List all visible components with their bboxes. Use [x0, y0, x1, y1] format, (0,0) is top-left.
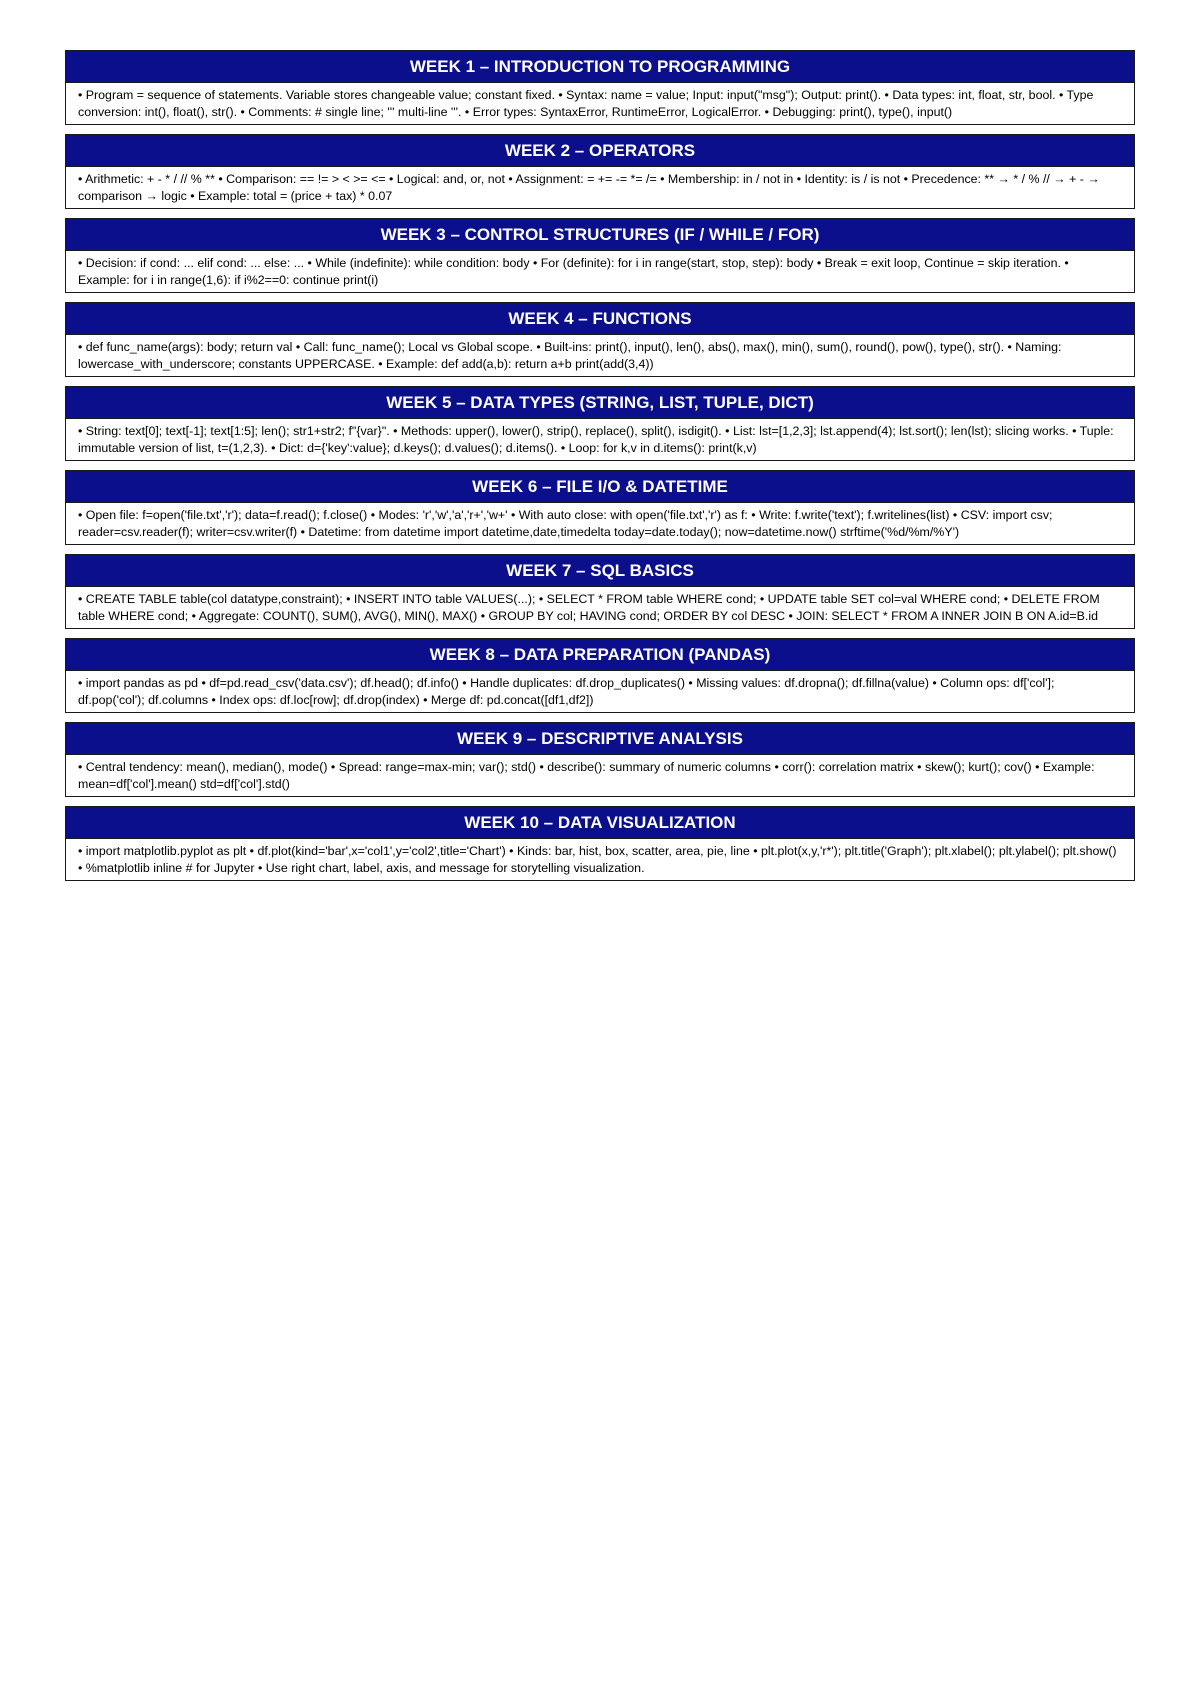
week-6-title: WEEK 6 – FILE I/O & DATETIME [66, 471, 1134, 503]
week-8-content: • import pandas as pd • df=pd.read_csv('data.csv'); df.head(); df.info() • Handle duplicates: df.drop_duplicates() • Missing values: df.dropna(); df.fillna(value) • Column ops: df['col']; df.pop('col'); df.columns • Index ops: df.loc[row]; df.drop(index) • Merge df: pd.concat([df1,df2]) [78, 676, 1055, 707]
week-6-content: • Open file: f=open('file.txt','r'); data=f.read(); f.close() • Modes: 'r','w','a','r+','w+' • With auto close: with open('file.txt','r') as f: • Write: f.write('text'); f.writelines(list) • CSV: import csv; reader=csv.reader(f); writer=csv.writer(f) • Datetime: from datetime import datetime,date,timedelta today=date.today(); now=datetime.now() strftime('%d/%m/%Y') [78, 508, 1053, 539]
week-5-title: WEEK 5 – DATA TYPES (STRING, LIST, TUPLE, DICT) [66, 387, 1134, 419]
week-7-title: WEEK 7 – SQL BASICS [66, 555, 1134, 587]
week-2-title: WEEK 2 – OPERATORS [66, 135, 1134, 167]
week-5-content: • String: text[0]; text[-1]; text[1:5]; len(); str1+str2; f"{var}". • Methods: upper(), lower(), strip(), replace(), split(), isdigit(). • List: lst=[1,2,3]; lst.append(4); lst.sort(); len(lst); slicing works. • Tuple: immutable version of list, t=(1,2,3). • Dict: d={'key':value}; d.keys(); d.values(); d.items(). • Loop: for k,v in d.items(): print(k,v) [78, 424, 1114, 455]
week-5-section [65, 386, 1135, 461]
week-4-title: WEEK 4 – FUNCTIONS [66, 303, 1134, 335]
week-10-content: • import matplotlib.pyplot as plt • df.plot(kind='bar',x='col1',y='col2',title='Chart') • Kinds: bar, hist, box, scatter, area, pie, line • plt.plot(x,y,'r*'); plt.title('Graph'); plt.xlabel(); plt.ylabel(); plt.show() • %matplotlib inline # for Jupyter • Use right chart, label, axis, and message for storytelling visualization. [78, 844, 1117, 875]
week-1-section [65, 50, 1135, 125]
week-4-content: • def func_name(args): body; return val • Call: func_name(); Local vs Global scope. • Built-ins: print(), input(), len(), abs(), max(), min(), sum(), round(), pow(), type(), str(). • Naming: lowercase_with_underscore; constants UPPERCASE. • Example: def add(a,b): return a+b print(add(3,4)) [78, 340, 1062, 371]
week-7-section [65, 554, 1135, 629]
week-10-section [65, 806, 1135, 881]
week-9-section [65, 722, 1135, 797]
week-6-section [65, 470, 1135, 545]
week-3-section [65, 218, 1135, 293]
week-4-section [65, 302, 1135, 377]
week-3-content: • Decision: if cond: ... elif cond: ... else: ... • While (indefinite): while condition: body • For (definite): for i in range(start, stop, step): body • Break = exit loop, Continue = skip iteration. • Example: for i in range(1,6): if i%2==0: continue print(i) [78, 256, 1069, 287]
week-9-content: • Central tendency: mean(), median(), mode() • Spread: range=max-min; var(); std() • describe(): summary of numeric columns • corr(): correlation matrix • skew(); kurt(); cov() • Example: mean=df['col'].mean() std=df['col'].std() [78, 760, 1095, 791]
week-1-title: WEEK 1 – INTRODUCTION TO PROGRAMMING [66, 51, 1134, 83]
week-7-content: • CREATE TABLE table(col datatype,constraint); • INSERT INTO table VALUES(...); • SELECT * FROM table WHERE cond; • UPDATE table SET col=val WHERE cond; • DELETE FROM table WHERE cond; • Aggregate: COUNT(), SUM(), AVG(), MIN(), MAX() • GROUP BY col; HAVING cond; ORDER BY col DESC • JOIN: SELECT * FROM A INNER JOIN B ON A.id=B.id [78, 592, 1100, 623]
week-10-title: WEEK 10 – DATA VISUALIZATION [66, 807, 1134, 839]
week-9-title: WEEK 9 – DESCRIPTIVE ANALYSIS [66, 723, 1134, 755]
week-8-title: WEEK 8 – DATA PREPARATION (PANDAS) [66, 639, 1134, 671]
week-2-section [65, 134, 1135, 209]
week-3-title: WEEK 3 – CONTROL STRUCTURES (IF / WHILE / FOR) [66, 219, 1134, 251]
week-8-section [65, 638, 1135, 713]
week-2-content: • Arithmetic: + - * / // % ** • Comparison: == != > < >= <= • Logical: and, or, not • Assignment: = += -= *= /= • Membership: in / not in • Identity: is / is not • Precedence: ** → * / % // → + - → comparison → logic • Example: total = (price + tax) * 0.07 [78, 172, 1100, 203]
cheat-sheet [65, 50, 1135, 890]
week-1-content: • Program = sequence of statements. Variable stores changeable value; constant fixed. • Syntax: name = value; Input: input("msg"); Output: print(). • Data types: int, float, str, bool. • Type conversion: int(), float(), str(). • Comments: # single line; ''' multi-line '''. • Error types: SyntaxError, RuntimeError, LogicalError. • Debugging: print(), type(), input() [78, 88, 1094, 119]
